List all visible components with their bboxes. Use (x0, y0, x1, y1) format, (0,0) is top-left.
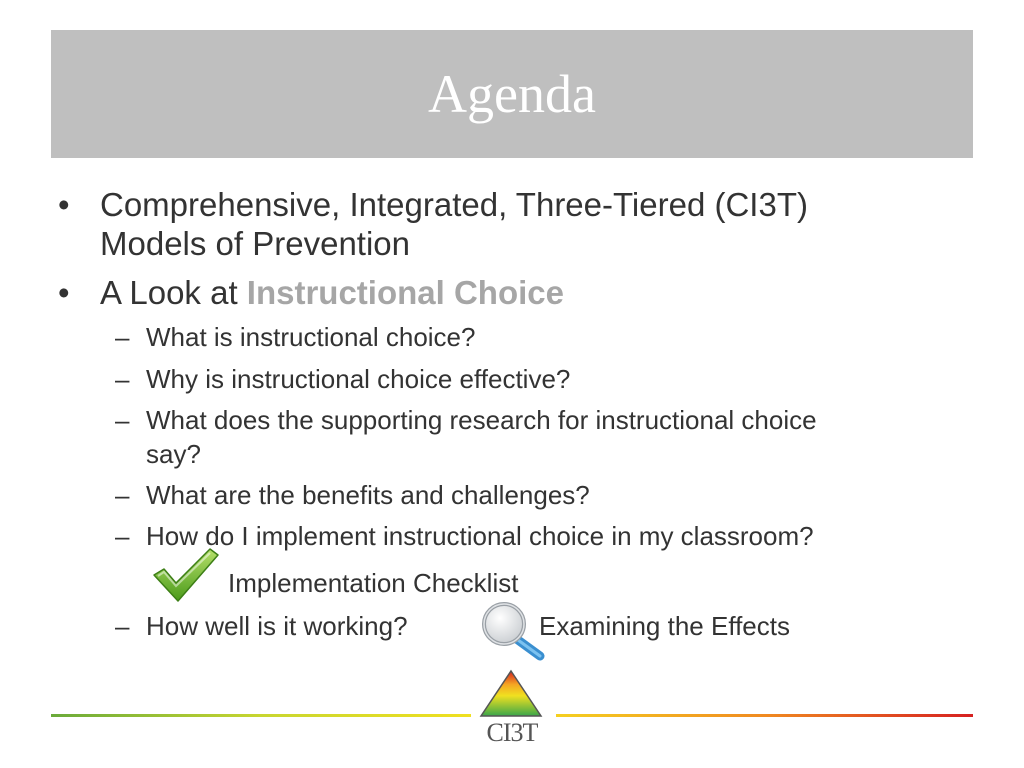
sub-item-benefits: What are the benefits and challenges? (146, 480, 590, 510)
examining-effects-label: Examining the Effects (539, 611, 790, 641)
dash-marker: – (115, 480, 130, 510)
agenda-item-ci3t-line1: Comprehensive, Integrated, Three-Tiered (CI3T) (100, 186, 808, 223)
dash-marker: – (115, 322, 130, 352)
dash-marker: – (115, 611, 130, 641)
agenda-item-prefix: A Look at (100, 274, 247, 311)
implementation-checklist-label: Implementation Checklist (228, 568, 519, 598)
dash-marker: – (115, 364, 130, 394)
sub-item-why-effective: Why is instructional choice effective? (146, 364, 571, 394)
checkmark-icon (150, 545, 222, 610)
slide-title: Agenda (428, 64, 596, 124)
sub-item-research-line2: say? (146, 439, 201, 469)
sub-item-research-line1: What does the supporting research for instructional choice (146, 405, 817, 435)
sub-item-what-is: What is instructional choice? (146, 322, 476, 352)
footer-line-left (51, 714, 471, 717)
footer-line-right (556, 714, 973, 717)
bullet-marker: • (58, 274, 70, 311)
instructional-choice-highlight: Instructional Choice (246, 274, 564, 311)
dash-marker: – (115, 405, 130, 435)
dash-marker: – (115, 521, 130, 551)
magnifier-icon (478, 600, 548, 667)
ci3t-logo-icon (478, 668, 544, 725)
agenda-item-instructional-choice (100, 274, 564, 312)
sub-item-how-well: How well is it working? (146, 611, 408, 641)
sub-item-implement: How do I implement instructional choice in my classroom? (146, 521, 814, 551)
bullet-marker: • (58, 186, 70, 223)
agenda-item-ci3t-line2: Models of Prevention (100, 225, 411, 262)
ci3t-logo-text: CI3T (486, 718, 538, 747)
